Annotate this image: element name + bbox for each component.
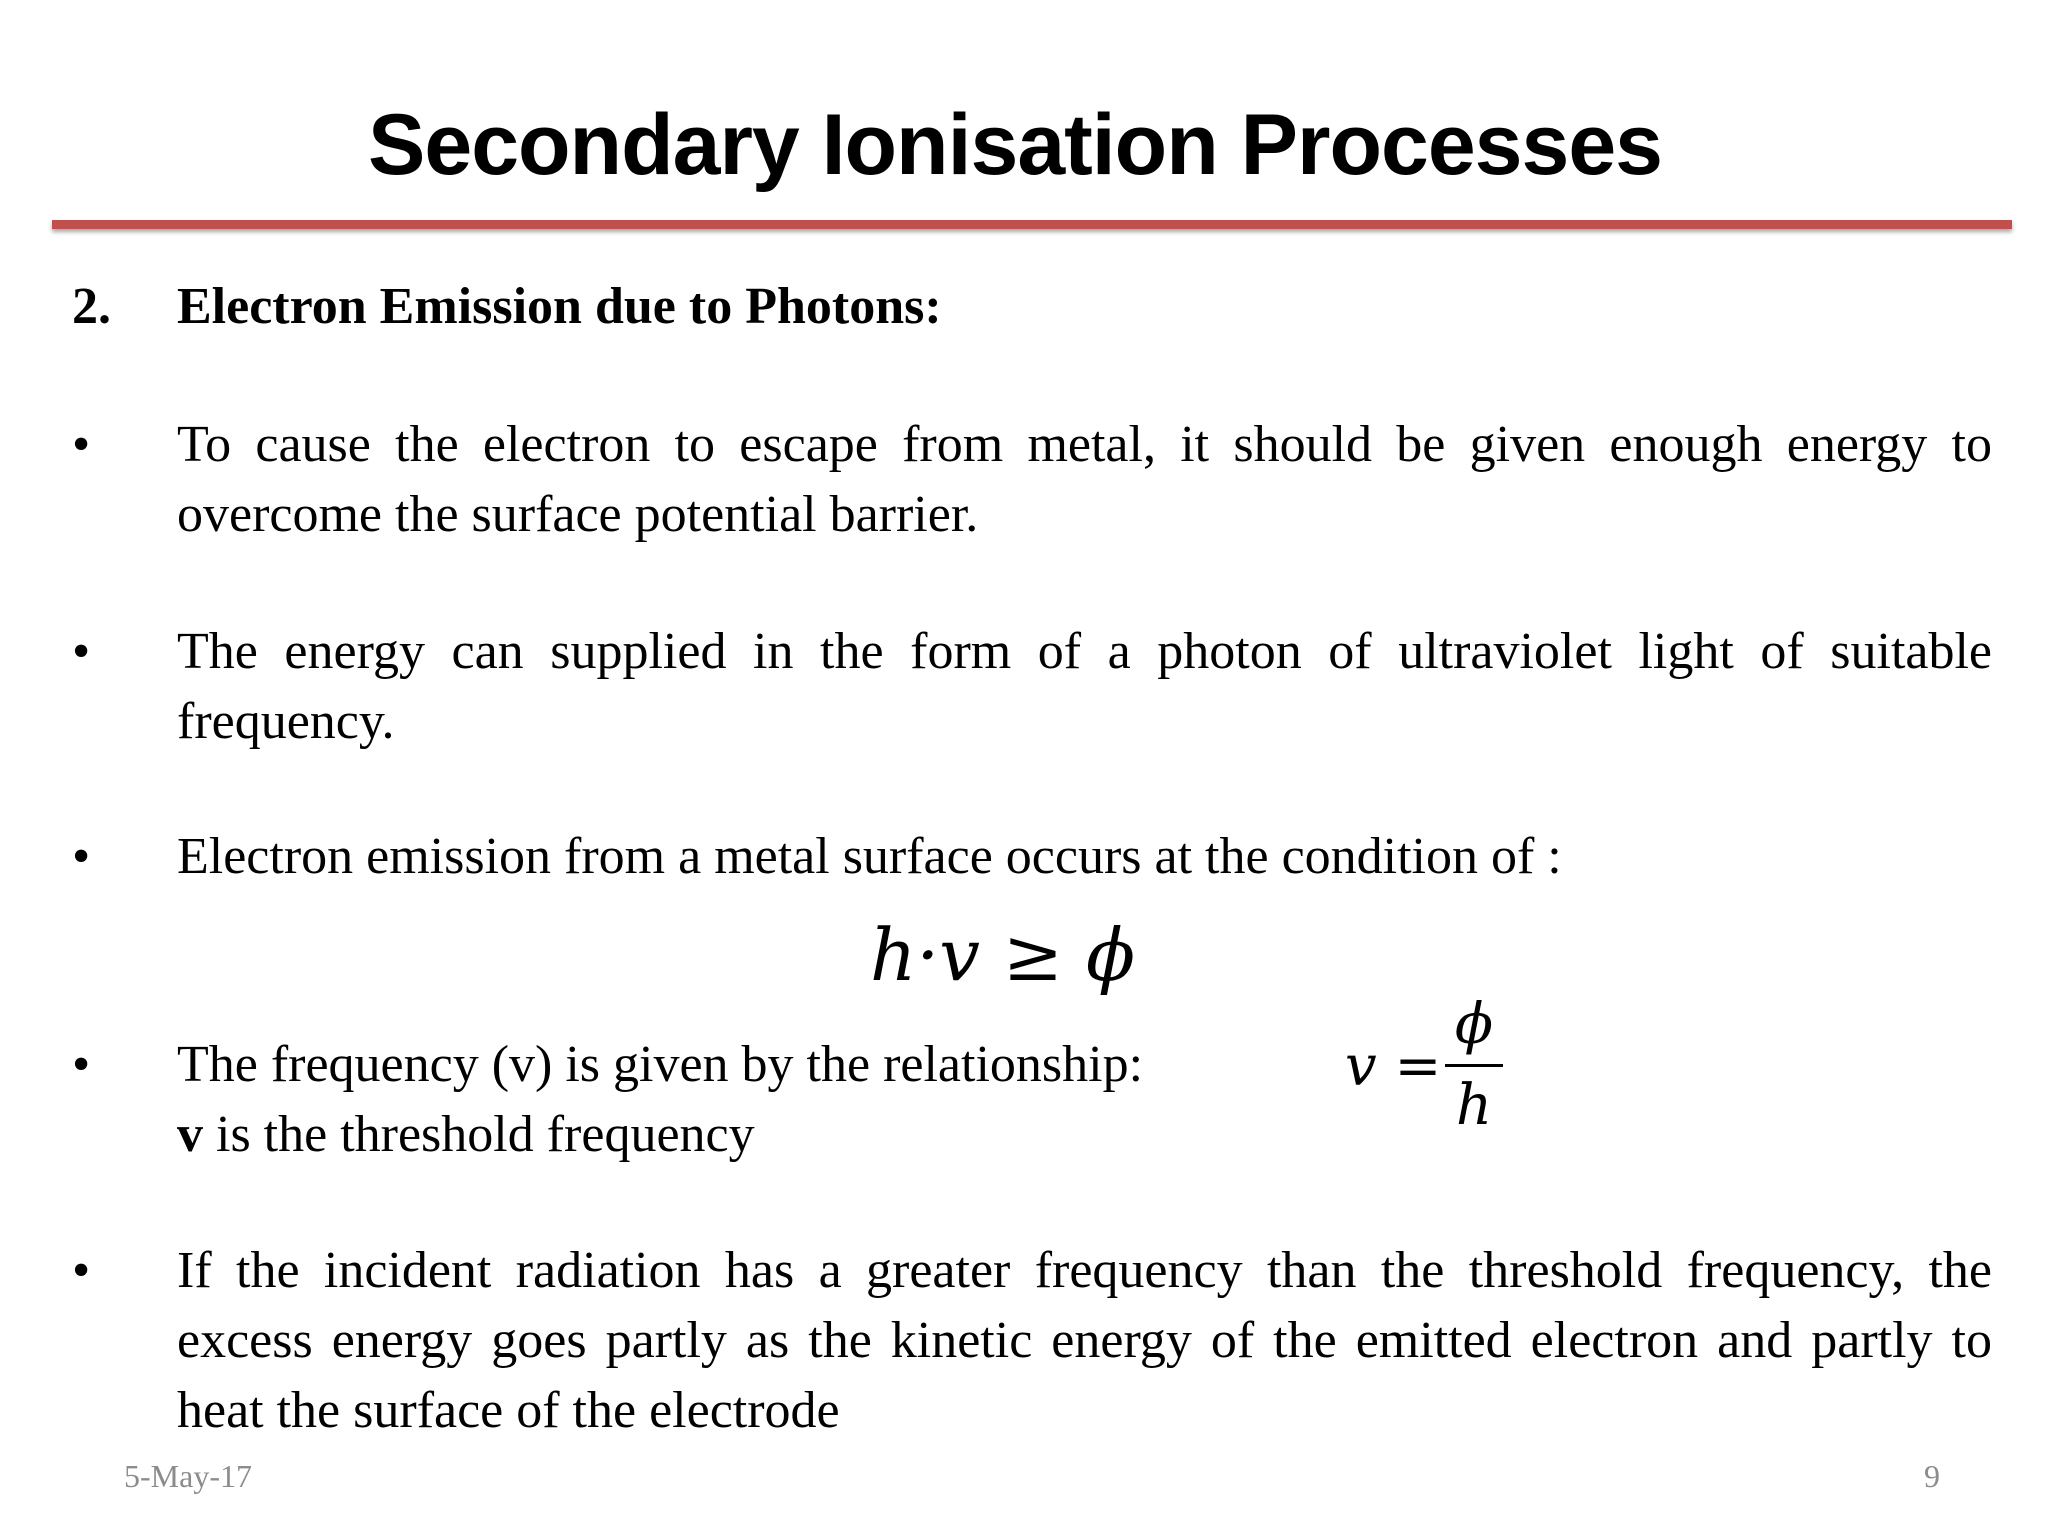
bullet-dot: • [72,623,91,680]
emission-condition-equation: h·v ≥ ϕ [870,913,1136,997]
bullet-dot: • [72,828,91,885]
bullet-text: The frequency (v) is given by the relationship: [177,1036,1144,1093]
bullet-dot: • [72,416,91,473]
bullet-item-1 [72,410,1992,550]
footer-date: 5-May-17 [124,1458,252,1494]
bullet-item-3 [72,822,1992,892]
bullet-item-4 [72,1030,1992,1170]
title-divider [52,220,2012,229]
bullet-item-5 [72,1236,1992,1446]
bullet-item-2 [72,617,1992,757]
slide-title: Secondary Ionisation Processes [368,97,1662,193]
section-number: 2. [72,278,111,335]
bullet-dot: • [72,1242,91,1299]
fraction-bar [1445,1064,1503,1067]
section-heading [72,272,942,342]
fraction-numerator: ϕ [1454,992,1494,1057]
frequency-fraction [1445,990,1503,1141]
threshold-description: is the threshold frequency [203,1106,755,1163]
bullet-dot: • [72,1036,91,1093]
bullet-text: If the incident radiation has a greater frequency than the threshold frequency, the excess energy goes partly as the kinetic energy of the emitted electron and partly to heat the surface of the electrode [177,1242,1992,1439]
bullet-text: To cause the electron to escape from metal, it should be given enough energy to overcome the surface potential barrier. [177,416,1992,543]
bullet-subtext [177,1100,1992,1170]
fraction-denominator: h [1455,1073,1493,1138]
threshold-variable: v [177,1106,203,1163]
section-heading-text: Electron Emission due to Photons: [177,278,942,335]
frequency-equation-lhs: v = [1345,1034,1442,1099]
bullet-text: The energy can supplied in the form of a photon of ultraviolet light of suitable frequency. [177,623,1992,750]
bullet-text: Electron emission from a metal surface occurs at the condition of : [177,828,1562,885]
footer-page-number: 9 [1924,1458,1940,1494]
